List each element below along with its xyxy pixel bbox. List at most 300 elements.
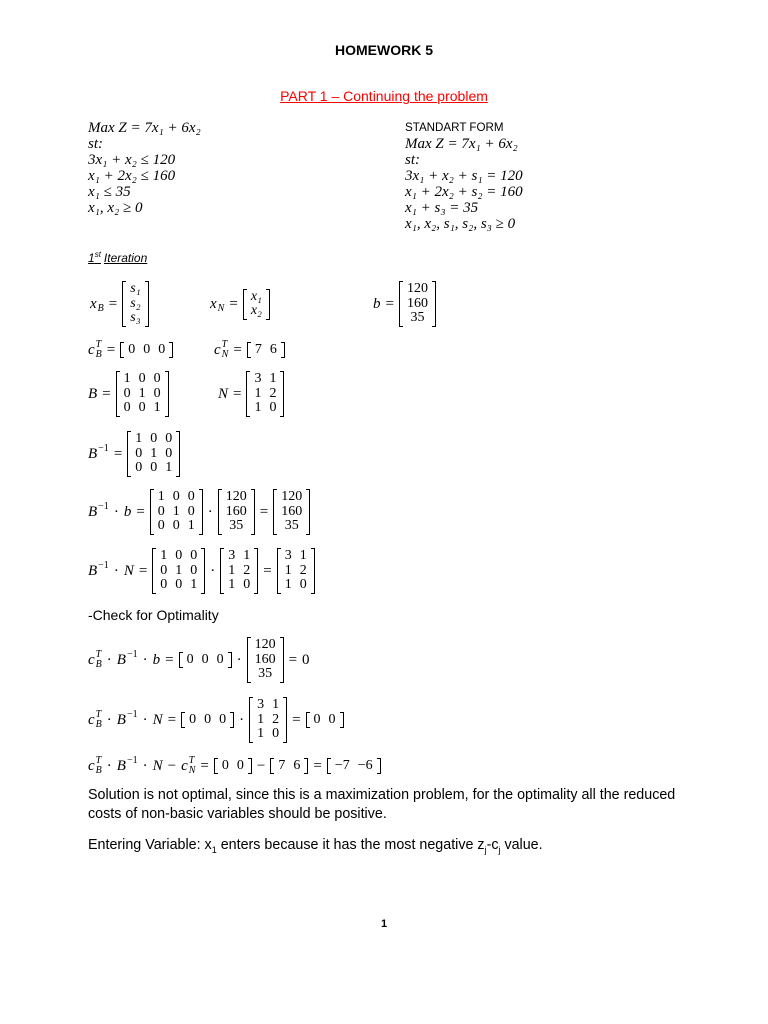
- matrix-entry: 1: [150, 445, 158, 461]
- matrix-entry: 1: [254, 400, 262, 416]
- iteration-ordinal: 1: [88, 251, 95, 265]
- matrix-entry: 0: [186, 651, 194, 667]
- matrix: [122, 281, 148, 327]
- math-symbol: [88, 650, 102, 670]
- standard-objective-function: Max Z = 7x₁ + 6x₂: [405, 136, 518, 152]
- matrix-entries: [277, 489, 306, 535]
- matrix-entry: 120: [281, 489, 303, 505]
- matrix-entry: 160: [406, 295, 428, 311]
- math-operator: ·: [142, 651, 148, 668]
- matrix-entry: 1: [175, 562, 183, 578]
- matrix: [120, 342, 173, 359]
- matrix-entries: [403, 281, 432, 327]
- sub-sup-stack: [96, 710, 102, 730]
- superscript: T: [188, 755, 195, 766]
- math-symbol: [116, 708, 138, 729]
- matrix: [218, 489, 255, 535]
- matrix-entries: [310, 712, 340, 729]
- matrix-entry: 0: [138, 400, 146, 416]
- standard-constraint-1: 3x₁ + x₂ + s₁ = 120: [405, 168, 523, 184]
- constraint-3: x₁ ≤ 35: [88, 184, 131, 200]
- standard-form-heading: STANDART FORM: [405, 121, 504, 134]
- rhs-vector-definition: [373, 281, 436, 327]
- math-operator: ·: [210, 562, 216, 579]
- superscript: −1: [98, 559, 109, 571]
- symbol-base: c: [88, 757, 95, 774]
- matrix-entry: 2: [269, 385, 277, 401]
- matrix-right-bracket: [176, 431, 180, 477]
- math-symbol: [88, 710, 102, 730]
- matrix-entries: [154, 489, 199, 535]
- matrix-entry: 1: [160, 548, 168, 564]
- matrix-right-bracket: [230, 712, 234, 729]
- symbol-base: N: [152, 711, 163, 728]
- matrix-entry: 0: [172, 489, 180, 505]
- matrix-entry: −7: [334, 757, 350, 773]
- matrix-entry: 1: [157, 489, 165, 505]
- matrix: [116, 371, 169, 417]
- matrix-entry: 0: [187, 489, 195, 505]
- math-operator: =: [233, 341, 242, 358]
- superscript: −1: [126, 648, 138, 660]
- iteration-ordinal-suffix: st: [94, 250, 101, 259]
- math-operator: ·: [113, 562, 119, 579]
- matrix: [127, 431, 180, 477]
- symbol-base: b: [373, 295, 381, 312]
- subscript: B: [97, 302, 104, 314]
- constraint-1: 3x₁ + x₂ ≤ 120: [88, 152, 176, 168]
- math-operator: ·: [106, 711, 112, 728]
- math-operator: ·: [142, 711, 148, 728]
- math-operator: =: [167, 711, 177, 728]
- matrix-entry: −6: [357, 757, 373, 773]
- math-operator: =: [113, 445, 123, 462]
- matrix-entries: [156, 548, 201, 594]
- matrix-entries: [131, 431, 176, 477]
- matrix-entry: 35: [258, 666, 273, 682]
- math-symbol: [218, 386, 228, 403]
- matrix-entry: 1: [254, 385, 262, 401]
- matrix-entries: [247, 289, 266, 320]
- matrix-entry: 0: [175, 577, 183, 593]
- matrix-entry: 0: [157, 518, 165, 534]
- matrix: [327, 758, 381, 775]
- math-operator: =: [102, 385, 111, 402]
- matrix-entry: 0: [236, 757, 244, 773]
- matrix-entry: 0: [150, 460, 158, 476]
- matrix-entry: 3: [254, 371, 262, 387]
- superscript: T: [95, 339, 102, 350]
- lp-model: [88, 120, 201, 216]
- matrix-entry: 160: [225, 503, 247, 519]
- symbol-base: c: [214, 341, 221, 358]
- symbol-base: B: [116, 651, 126, 668]
- matrix-entry: 0: [204, 711, 212, 727]
- math-symbol: [116, 754, 138, 775]
- symbol-base: B: [116, 711, 126, 728]
- superscript: −1: [126, 708, 138, 720]
- math-symbol: [88, 340, 102, 360]
- symbol-base: c: [88, 651, 95, 668]
- matrix-entry: 0: [175, 548, 183, 564]
- matrix-entry: 2: [272, 711, 280, 727]
- matrix-entry: 0: [138, 371, 146, 387]
- matrix-entry: 0: [160, 562, 168, 578]
- objective-function: Max Z = 7x₁ + 6x₂: [88, 120, 201, 136]
- matrix-right-bracket: [251, 489, 255, 535]
- standard-subject-to-label: st:: [405, 152, 420, 168]
- matrix-entries: [281, 548, 311, 594]
- matrix-entry: 6: [269, 341, 277, 357]
- matrix: [273, 489, 310, 535]
- matrix: [214, 758, 252, 775]
- matrix-entry: 0: [190, 548, 198, 564]
- standard-constraint-3: x₁ + s₃ = 35: [405, 200, 479, 216]
- superscript: −1: [98, 442, 109, 454]
- matrix: [179, 652, 232, 669]
- math-operator: =: [165, 651, 174, 668]
- basis-inverse-times-n: [88, 548, 315, 594]
- entering-c-subscript: j: [498, 844, 501, 855]
- matrix-entry: 160: [281, 503, 303, 519]
- page-number: 1: [380, 918, 388, 930]
- math-operator: ·: [106, 757, 112, 774]
- math-symbol: [116, 648, 138, 669]
- matrix-right-bracket: [254, 548, 258, 594]
- math-operator: =: [259, 503, 269, 520]
- matrix: [306, 712, 344, 729]
- matrix: [181, 712, 234, 729]
- matrix-entry: 1: [284, 562, 292, 578]
- matrix-entry: 0: [172, 518, 180, 534]
- matrix-entry: 1: [153, 400, 161, 416]
- symbol-base: x: [90, 295, 97, 312]
- non-negativity-constraint: x₁, x₂ ≥ 0: [88, 200, 143, 216]
- matrix-entries: [253, 697, 283, 743]
- matrix-entry: 3: [284, 548, 292, 564]
- matrix-entry: 0: [187, 503, 195, 519]
- math-symbol: [153, 758, 163, 775]
- math-symbol: [124, 563, 134, 580]
- math-symbol: [124, 504, 132, 521]
- subscript: B: [95, 659, 102, 670]
- symbol-base: N: [123, 562, 134, 579]
- matrix-entry: 0: [243, 577, 251, 593]
- matrix-entries: [126, 281, 144, 327]
- symbol-base: N: [218, 385, 229, 402]
- superscript: −1: [126, 754, 138, 766]
- basis-matrix-definition: [88, 371, 169, 417]
- matrix-entry: 1: [257, 711, 265, 727]
- matrix-entries: [120, 371, 165, 417]
- matrix-entry: s₃: [130, 310, 141, 326]
- math-operator: =: [108, 295, 118, 312]
- symbol-base: c: [88, 711, 95, 728]
- matrix-entry: 0: [189, 711, 197, 727]
- matrix-entries: [250, 371, 280, 417]
- entering-middle: enters because it has the most negative z: [216, 837, 485, 853]
- matrix-entry: 1: [257, 726, 265, 742]
- matrix-entry: 0: [299, 577, 307, 593]
- basic-costs-definition: [88, 327, 173, 373]
- matrix-entry: 0: [157, 503, 165, 519]
- basis-inverse-definition: [88, 431, 180, 477]
- nonbasic-matrix-definition: [218, 371, 284, 417]
- matrix-right-bracket: [165, 371, 169, 417]
- part-title-text: PART 1 – Continuing the problem: [280, 88, 488, 104]
- matrix: [150, 489, 203, 535]
- zj-row-equation: [88, 697, 344, 743]
- matrix-entry: 0: [123, 400, 131, 416]
- matrix: [246, 371, 284, 417]
- standard-non-negativity: x₁, x₂, s₁, s₂, s₃ ≥ 0: [405, 216, 516, 232]
- matrix-right-bracket: [311, 548, 315, 594]
- matrix-entries: [331, 758, 377, 775]
- symbol-base: B: [88, 385, 98, 402]
- superscript: −1: [98, 500, 109, 512]
- matrix-entry: 0: [216, 651, 224, 667]
- math-symbol: [373, 296, 381, 313]
- math-operator: ·: [142, 757, 148, 774]
- superscript: T: [95, 755, 102, 766]
- matrix-right-bracket: [199, 489, 203, 535]
- symbol-base: B: [88, 562, 98, 579]
- matrix-entry: s₁: [130, 281, 141, 297]
- math-operator: =: [200, 757, 209, 774]
- matrix-entry: 3: [257, 697, 265, 713]
- matrix-entry: 0: [143, 341, 151, 357]
- sub-sup-stack: [96, 650, 102, 670]
- matrix-entries: [222, 489, 251, 535]
- subscript: B: [95, 765, 102, 776]
- entering-dash: -c: [486, 837, 499, 853]
- matrix-entry: 2: [299, 562, 307, 578]
- math-symbol: [88, 386, 97, 403]
- symbol-base: B: [88, 503, 98, 520]
- matrix-entry: 35: [410, 310, 425, 326]
- matrix-entry: 0: [165, 431, 173, 447]
- matrix-entry: 6: [293, 757, 301, 773]
- matrix-right-bracket: [304, 758, 308, 775]
- matrix-entry: 1: [228, 562, 236, 578]
- entering-x-subscript: 1: [211, 844, 217, 855]
- matrix-entry: 120: [406, 281, 428, 297]
- math-operator: =: [233, 385, 242, 402]
- matrix-entry: 0: [219, 711, 227, 727]
- matrix-right-bracket: [340, 712, 344, 729]
- matrix-entry: 0: [123, 385, 131, 401]
- symbol-base: b: [123, 503, 132, 520]
- math-operator: −: [167, 757, 177, 774]
- matrix-entry: 0: [269, 400, 277, 416]
- matrix-entries: [274, 758, 304, 775]
- matrix: [277, 548, 315, 594]
- matrix-entry: 0: [153, 385, 161, 401]
- symbol-base: b: [152, 651, 161, 668]
- matrix-entry: 0: [135, 445, 143, 461]
- matrix-entry: 2: [243, 562, 251, 578]
- iteration-label: Iteration: [103, 251, 148, 265]
- sub-sup-stack: [96, 340, 102, 360]
- superscript: T: [95, 649, 102, 660]
- matrix-entry: 0: [165, 445, 173, 461]
- sub-sup-stack: [222, 340, 229, 360]
- matrix: [249, 697, 287, 743]
- math-operator: =: [288, 651, 298, 668]
- symbol-base: N: [152, 757, 163, 774]
- matrix-entry: 35: [229, 518, 244, 534]
- matrix-entry: 0: [190, 562, 198, 578]
- symbol-base: x: [210, 295, 217, 312]
- matrix-entries: [251, 637, 280, 683]
- sub-sup-stack: [189, 756, 196, 776]
- document-title: HOMEWORK 5: [335, 42, 433, 58]
- matrix-entry: s₂: [130, 295, 141, 311]
- math-symbol: [88, 756, 102, 776]
- entering-z-subscript: j: [484, 844, 487, 855]
- matrix-entry: 1: [269, 371, 277, 387]
- matrix-right-bracket: [432, 281, 436, 327]
- math-symbol: [153, 712, 163, 729]
- matrix-entries: [251, 342, 281, 359]
- matrix-entry: 0: [128, 341, 136, 357]
- matrix-right-bracket: [145, 281, 149, 327]
- optimality-conclusion: Solution is not optimal, since this is a maximization problem, for the optimality all the reduced costs of non-basic variables should be positive.: [88, 787, 676, 822]
- math-operator: =: [229, 295, 238, 312]
- math-operator: =: [313, 757, 322, 774]
- matrix-entry: 1: [138, 385, 146, 401]
- matrix-entry: x₂: [250, 303, 262, 318]
- reduced-costs-equation: [88, 743, 381, 789]
- matrix-entry: 1: [299, 548, 307, 564]
- matrix-entry: 1: [123, 371, 131, 387]
- math-symbol: [181, 756, 195, 776]
- symbol-base: B: [88, 445, 98, 462]
- matrix-entry: 1: [228, 577, 236, 593]
- subject-to-label: st:: [88, 136, 103, 152]
- matrix-entry: 1: [187, 518, 195, 534]
- matrix-entry: 1: [284, 577, 292, 593]
- matrix-right-bracket: [377, 758, 381, 775]
- math-operator: ·: [106, 651, 112, 668]
- matrix-entry: 3: [228, 548, 236, 564]
- matrix-entry: 1: [272, 697, 280, 713]
- matrix: [152, 548, 205, 594]
- iteration-heading: [88, 250, 147, 266]
- math-operator: ·: [207, 503, 213, 520]
- superscript: T: [221, 339, 228, 350]
- standard-form: [405, 120, 523, 232]
- matrix-entry: 0: [135, 460, 143, 476]
- matrix-entry: 35: [284, 518, 299, 534]
- entering-suffix: value.: [500, 837, 543, 853]
- matrix-right-bracket: [266, 289, 270, 320]
- math-operator: −: [256, 757, 266, 774]
- matrix-right-bracket: [201, 548, 205, 594]
- math-symbol: [90, 296, 104, 313]
- matrix-entry: 0: [153, 371, 161, 387]
- math-symbol: [210, 296, 224, 313]
- math-operator: =: [138, 562, 148, 579]
- part-title: [0, 88, 768, 104]
- matrix-entry: 0: [160, 577, 168, 593]
- matrix-entry: 0: [221, 757, 229, 773]
- matrix: [399, 281, 436, 327]
- matrix-entries: [185, 712, 230, 729]
- matrix-right-bracket: [283, 697, 287, 743]
- matrix-right-bracket: [306, 489, 310, 535]
- result-value: 0: [302, 651, 310, 668]
- matrix-entry: 7: [278, 757, 286, 773]
- subscript: N: [221, 349, 229, 360]
- standard-constraint-2: x₁ + 2x₂ + s₂ = 160: [405, 184, 523, 200]
- matrix: [247, 637, 284, 683]
- math-operator: =: [292, 711, 301, 728]
- subscript: B: [95, 349, 102, 360]
- nonbasic-variables-definition: [210, 281, 270, 327]
- superscript: T: [95, 709, 102, 720]
- entering-prefix: Entering Variable: x: [88, 837, 212, 853]
- math-operator: ·: [113, 503, 119, 520]
- subscript: N: [188, 765, 196, 776]
- symbol-base: B: [116, 757, 126, 774]
- matrix-entry: 120: [225, 489, 247, 505]
- constraint-2: x₁ + 2x₂ ≤ 160: [88, 168, 176, 184]
- math-operator: ·: [239, 711, 245, 728]
- math-symbol: [88, 559, 109, 580]
- matrix-entries: [224, 548, 254, 594]
- matrix-entry: 1: [243, 548, 251, 564]
- symbol-base: c: [88, 341, 95, 358]
- matrix-entry: 1: [172, 503, 180, 519]
- matrix-entry: x₁: [250, 288, 262, 304]
- matrix-right-bracket: [280, 637, 284, 683]
- matrix-entries: [124, 342, 169, 359]
- matrix-entry: 7: [254, 341, 262, 357]
- matrix-entry: 120: [254, 637, 276, 653]
- objective-value-equation: [88, 637, 310, 683]
- matrix-entry: 1: [165, 460, 173, 476]
- math-operator: ·: [236, 651, 242, 668]
- math-symbol: [214, 340, 228, 360]
- matrix-right-bracket: [248, 758, 252, 775]
- math-operator: =: [136, 503, 145, 520]
- matrix-entry: 0: [272, 726, 280, 742]
- matrix-entry: 160: [254, 651, 276, 667]
- matrix-entry: 0: [328, 711, 336, 727]
- subscript: N: [217, 302, 225, 314]
- entering-variable-statement: [88, 836, 543, 854]
- math-operator: =: [106, 341, 116, 358]
- matrix: [243, 289, 270, 320]
- matrix-entry: 0: [158, 341, 166, 357]
- subscript: B: [95, 719, 102, 730]
- basic-variables-definition: [90, 281, 149, 327]
- symbol-base: c: [181, 757, 188, 774]
- matrix-entry: 0: [150, 431, 158, 447]
- matrix-entry: 1: [135, 431, 143, 447]
- sub-sup-stack: [96, 756, 102, 776]
- matrix-entry: 1: [190, 577, 198, 593]
- math-operator: =: [385, 295, 394, 312]
- matrix-right-bracket: [228, 652, 232, 669]
- matrix-right-bracket: [280, 371, 284, 417]
- matrix: [270, 758, 308, 775]
- matrix-entries: [218, 758, 248, 775]
- math-operator: =: [263, 562, 272, 579]
- matrix: [220, 548, 258, 594]
- matrix-entry: 0: [201, 651, 209, 667]
